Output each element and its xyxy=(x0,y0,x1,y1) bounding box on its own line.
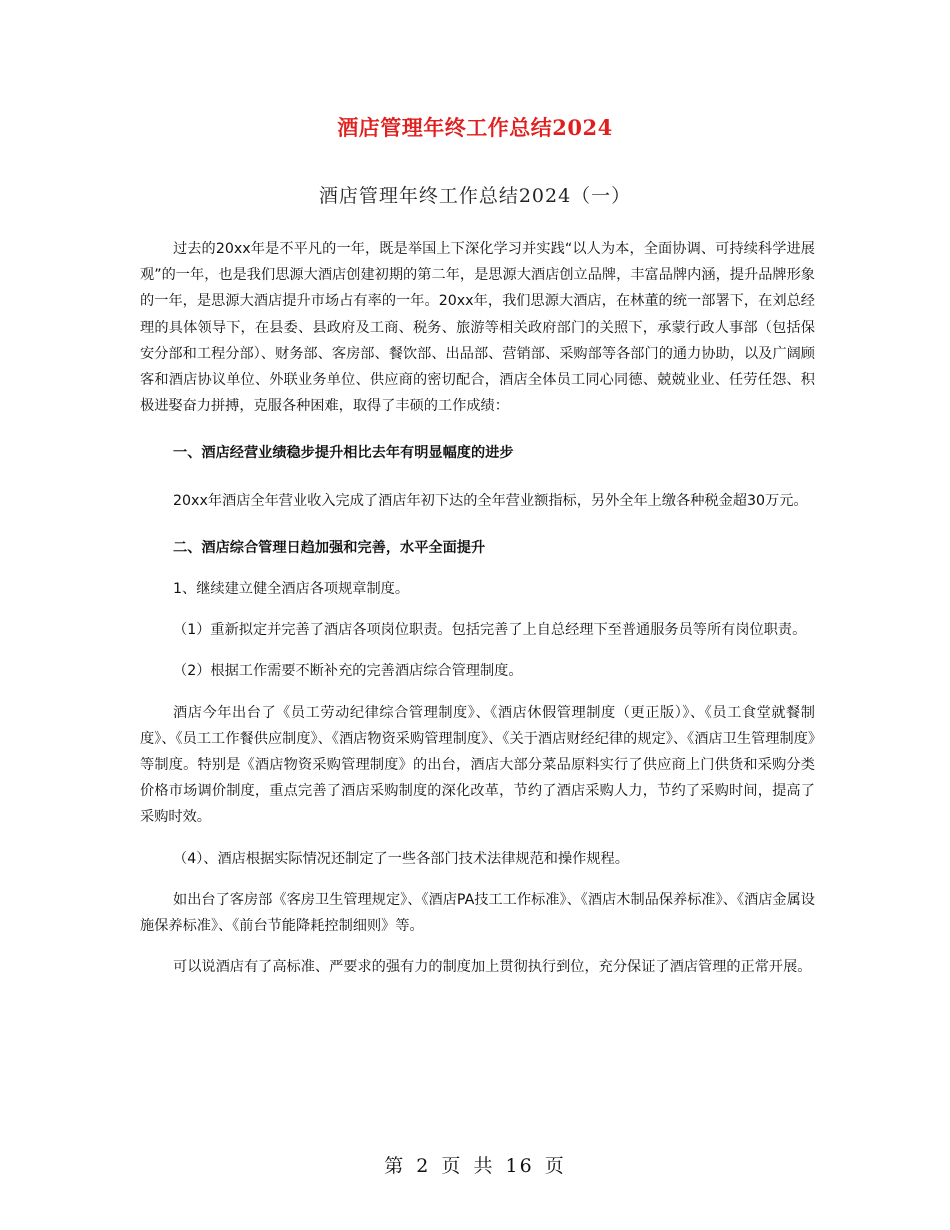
section-heading-1: 一、酒店经营业绩稳步提升相比去年有明显幅度的进步 xyxy=(173,445,514,462)
section-heading-2: 二、酒店综合管理日趋加强和完善，水平全面提升 xyxy=(173,539,486,556)
list-item-1: 1、继续建立健全酒店各项规章制度。 xyxy=(173,581,410,598)
list-item-1-1: （1）重新拟定并完善了酒店各项岗位职责。包括完善了上自总经理下至普通服务员等所有岗位职责。 xyxy=(173,622,807,639)
list-item-1-2: （2）根据工作需要不断补充的完善酒店综合管理制度。 xyxy=(173,663,523,680)
document-subtitle: 酒店管理年终工作总结2024（一） xyxy=(318,185,632,207)
paragraph-standards: 如出台了客房部《客房卫生管理规定》、《酒店PA技工工作标准》、《酒店木制品保养标准》、《酒店金属设施保养标准》、《前台节能降耗控制细则》等。 xyxy=(140,891,815,935)
page-footer: 第 2 页 共 16 页 xyxy=(384,1155,566,1177)
paragraph-revenue: 20xx年酒店全年营业收入完成了酒店年初下达的全年营业额指标，另外全年上缴各种税金超30万元。 xyxy=(173,492,808,509)
paragraph-regulations: 酒店今年出台了《员工劳动纪律综合管理制度》、《酒店休假管理制度（更正版）》、《员工食堂就餐制度》、《员工工作餐供应制度》、《酒店物资采购管理制度》、《关于酒店财经纪律的规定》、《酒店卫生管理制度》等制度。特别是《酒店物资采购管理制度》的出台，酒店大部分菜品原料实行了供应商上门供货和采购分类价格市场调价制度，重点完善了酒店采购制度的深化改革，节约了酒店采购人力，节约了采购时间，提高了采购时效。 xyxy=(140,704,815,826)
paragraph-intro: 过去的20xx年是不平凡的一年，既是举国上下深化学习并实践“以人为本，全面协调、可持续科学进展观”的一年，也是我们思源大酒店创建初期的第二年，是思源大酒店创立品牌，丰富品牌内涵，提升品牌形象的一年，是思源大酒店提升市场占有率的一年。20xx年，我们思源大酒店，在林董的统一部署下，在刘总经理的具体领导下，在县委、县政府及工商、税务、旅游等相关政府部门的关照下，承蒙行政人事部（包括保安分部和工程分部）、财务部、客房部、餐饮部、出品部、营销部、采购部等各部门的通力协助，以及广阔顾客和酒店协议单位、外联业务单位、供应商的密切配合，酒店全体员工同心同德、兢兢业业、任劳任怨、积极进娶奋力拼搏，克服各种困难，取得了丰硕的工作成绩： xyxy=(140,241,815,415)
document-title: 酒店管理年终工作总结2024 xyxy=(337,115,613,140)
paragraph-conclusion: 可以说酒店有了高标准、严要求的强有力的制度加上贯彻执行到位，充分保证了酒店管理的正常开展。 xyxy=(173,959,812,976)
list-item-1-4: （4）、酒店根据实际情况还制定了一些各部门技术法律规范和操作规程。 xyxy=(173,850,629,867)
document-body xyxy=(140,236,815,980)
